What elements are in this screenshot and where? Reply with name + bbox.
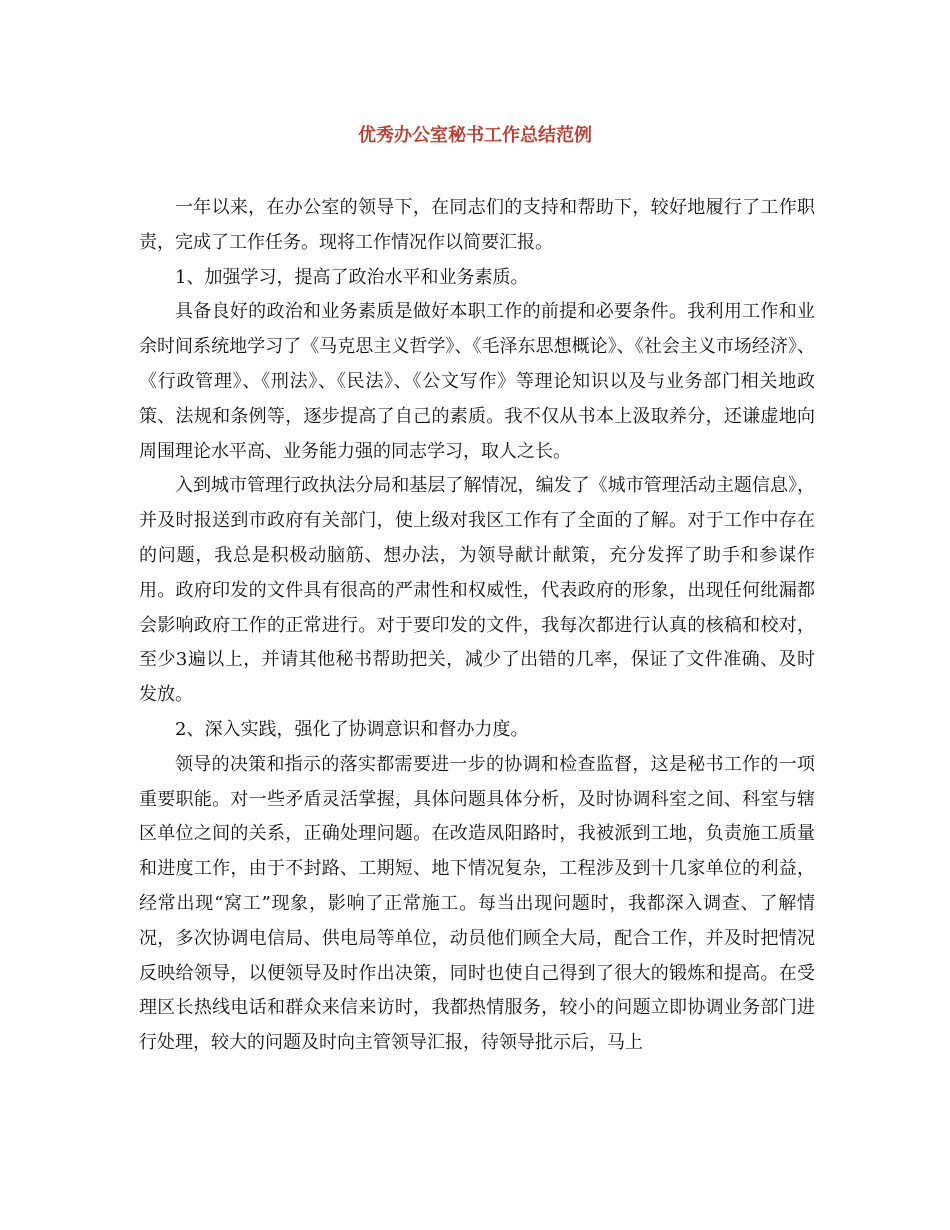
section-heading-1: 1、加强学习，提高了政治水平和业务素质。: [175, 266, 529, 288]
document-body: [139, 191, 815, 1061]
paragraph-coordination: 领导的决策和指示的落实都需要进一步的协调和检查监督，这是秘书工作的一项重要职能。对一些矛盾灵活掌握，具体问题具体分析，及时协调科室之间、科室与辖区单位之间的关系，正确处理问题。在改造凤阳路时，我被派到工地，负责施工质量和进度工作，由于不封路、工期短、地下情况复杂，工程涉及到十几家单位的利益，经常出现“窝工”现象，影响了正常施工。每当出现问题时，我都深入调查、了解情况，多次协调电信局、供电局等单位，动员他们顾全大局，配合工作，并及时把情况反映给领导，以便领导及时作出决策，同时也使自己得到了很大的锻炼和提高。在受理区长热线电话和群众来信来访时，我都热情服务，较小的问题立即协调业务部门进行处理，较大的问题及时向主管领导汇报，待领导批示后，马上: [139, 753, 815, 1054]
paragraph-city-management: 入到城市管理行政执法分局和基层了解情况，编发了《城市管理活动主题信息》，并及时报送到市政府有关部门，使上级对我区工作有了全面的了解。对于工作中存在的问题，我总是积极动脑筋、想办法，为领导献计献策，充分发挥了助手和参谋作用。政府印发的文件具有很高的严肃性和权威性，代表政府的形象，出现任何纰漏都会影响政府工作的正常进行。对于要印发的文件，我每次都进行认真的核稿和校对，至少3遍以上，并请其他秘书帮助把关，减少了出错的几率，保证了文件准确、及时发放。: [139, 475, 815, 706]
paragraph-study: 具备良好的政治和业务素质是做好本职工作的前提和必要条件。我利用工作和业余时间系统地学习了《马克思主义哲学》、《毛泽东思想概论》、《社会主义市场经济》、《行政管理》、《刑法》、《民法》、《公文写作》等理论知识以及与业务部门相关地政策、法规和条例等，逐步提高了自己的素质。我不仅从书本上汲取养分，还谦虚地向周围理论水平高、业务能力强的同志学习，取人之长。: [139, 301, 815, 462]
document-title: 优秀办公室秘书工作总结范例: [358, 125, 592, 146]
paragraph-intro: 一年以来，在办公室的领导下，在同志们的支持和帮助下，较好地履行了工作职责，完成了工作任务。现将工作情况作以简要汇报。: [139, 197, 815, 253]
section-heading-2: 2、深入实践，强化了协调意识和督办力度。: [175, 718, 529, 740]
